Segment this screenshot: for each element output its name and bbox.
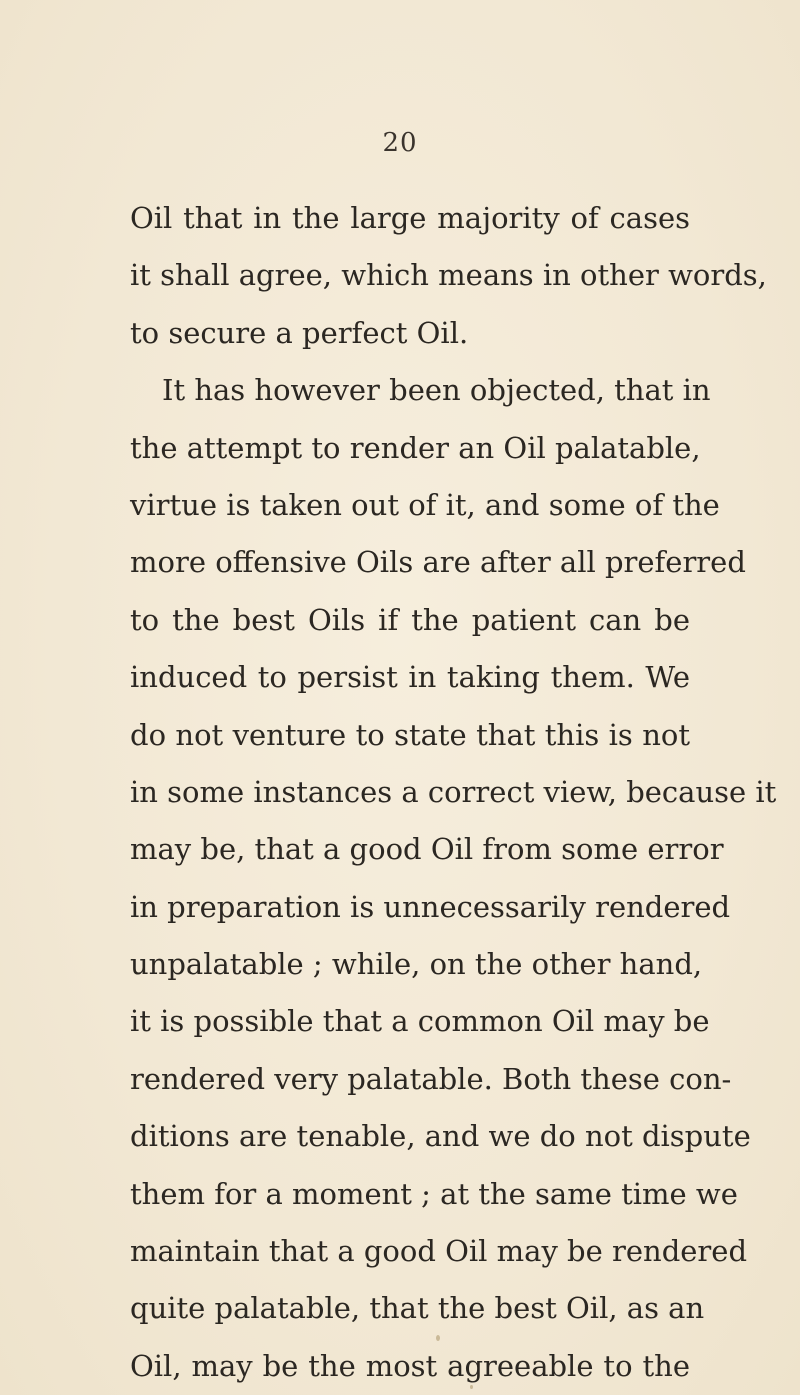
text-line-11: in some instances a correct view, because it [130, 774, 777, 809]
text-line-13: in preparation is unnecessarily rendered [130, 889, 731, 924]
paper-speck [470, 1385, 473, 1389]
text-line-1: Oil that in the large majority of cases [130, 201, 690, 235]
page-number: 20 [382, 128, 418, 158]
text-line-14: unpalatable ; while, on the other hand, [130, 947, 703, 982]
text-line-4: It has however been objected, that in [162, 373, 711, 408]
text-line-8: to the best Oils if the patient can be [130, 602, 690, 637]
text-line-18: them for a moment ; at the same time we [130, 1176, 738, 1211]
text-line-9: induced to persist in taking them. We [130, 660, 690, 695]
text-line-21: Oil, may be the most agreeable to the [130, 1348, 690, 1383]
text-line-10: do not venture to state that this is not [130, 717, 690, 752]
body-text [130, 190, 777, 1395]
text-line-7: more offensive Oils are after all preferred [130, 545, 746, 580]
text-line-6: virtue is taken out of it, and some of the [130, 487, 720, 522]
text-line-2: it shall agree, which means in other words, [130, 258, 767, 293]
paper-speck [436, 1335, 440, 1341]
text-line-20: quite palatable, that the best Oil, as an [130, 1291, 705, 1326]
text-line-3: to secure a perfect Oil. [130, 315, 469, 350]
text-line-12: may be, that a good Oil from some error [130, 832, 724, 867]
text-line-19: maintain that a good Oil may be rendered [130, 1234, 748, 1269]
text-line-16: rendered very palatable. Both these con- [130, 1061, 732, 1096]
text-line-17: ditions are tenable, and we do not dispute [130, 1119, 751, 1154]
text-line-5: the attempt to render an Oil palatable, [130, 430, 701, 465]
text-line-15: it is possible that a common Oil may be [130, 1004, 710, 1039]
